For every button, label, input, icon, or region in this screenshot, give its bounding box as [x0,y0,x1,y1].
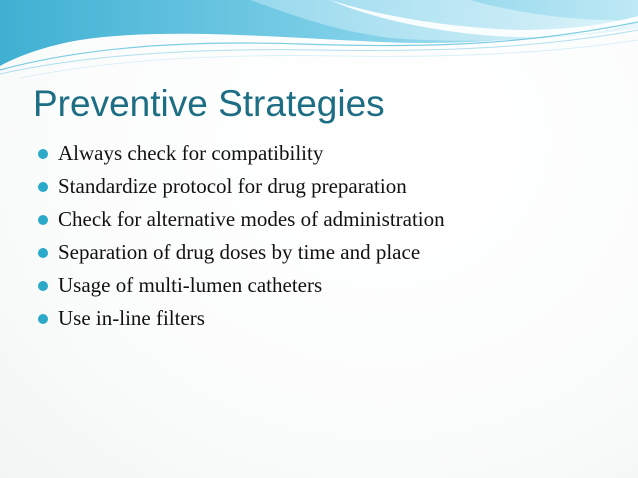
bullet-text: Standardize protocol for drug preparation [58,174,407,198]
header-wave-decoration [0,0,638,80]
bullet-marker-icon [38,248,48,258]
bullet-marker-icon [38,281,48,291]
slide-title: Preventive Strategies [33,83,385,124]
bullet-marker-icon [38,215,48,225]
bullet-item [38,172,445,205]
bullet-text: Always check for compatibility [58,141,324,165]
bullet-item [38,205,445,238]
bullet-item [38,271,445,304]
bullet-list [38,139,445,337]
bullet-marker-icon [38,314,48,324]
bullet-text: Separation of drug doses by time and place [58,240,421,264]
bullet-text: Use in-line filters [58,306,205,330]
bullet-marker-icon [38,182,48,192]
bullet-item [38,304,445,337]
bullet-text: Check for alternative modes of administration [58,207,445,231]
bullet-item [38,139,445,172]
bullet-marker-icon [38,149,48,159]
bullet-item [38,238,445,271]
bullet-text: Usage of multi-lumen catheters [58,273,323,297]
